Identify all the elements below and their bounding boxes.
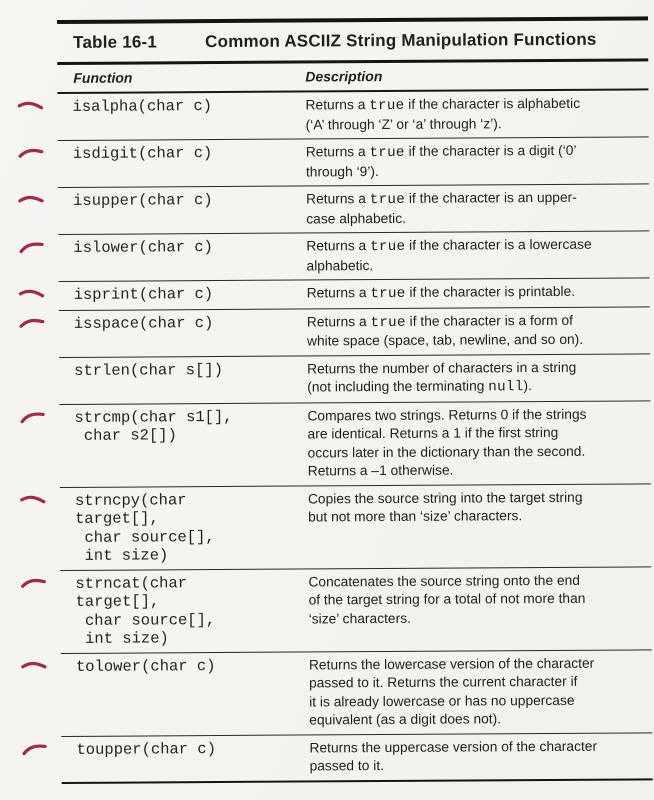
description-line: (not including the terminating null). <box>307 378 532 396</box>
table-rows <box>57 90 652 783</box>
pen-check-mark-icon <box>20 739 49 758</box>
description-cell <box>309 737 652 776</box>
description-line: Returns a true if the character is a digit (‘0’ <box>305 142 577 162</box>
function-code-line: islower(char c) <box>73 238 213 257</box>
function-cell <box>59 407 307 483</box>
description-cell <box>306 235 649 275</box>
description-line: Returns the uppercase version of the character <box>309 738 598 755</box>
description-line: Returns the number of characters in a string <box>307 359 577 376</box>
table-row <box>57 90 648 141</box>
function-cell <box>59 360 307 400</box>
function-code-line: strncpy(char <box>74 490 187 510</box>
pen-check-mark-icon <box>17 145 45 161</box>
ascii-functions-table <box>57 16 653 783</box>
pen-check-mark-icon <box>19 490 48 509</box>
description-line: case alphabetic. <box>306 210 406 226</box>
pen-check-mark-icon <box>16 97 45 116</box>
description-cell <box>307 405 650 481</box>
function-code-line: tolower(char c) <box>75 656 216 676</box>
table-number: Table 16-1 <box>73 32 158 52</box>
function-code-line: char s2[]) <box>74 426 177 445</box>
description-line: white space (space, tab, newline, and so on). <box>306 331 584 349</box>
description-cell <box>306 141 649 181</box>
function-cell <box>58 190 306 230</box>
pen-check-mark-icon <box>18 285 47 304</box>
table-title-band <box>57 16 648 65</box>
description-cell <box>305 94 648 134</box>
table-row <box>59 354 650 405</box>
function-code-line: char source[], <box>75 527 215 547</box>
description-line: Returns a true if the character is printable. <box>306 283 576 303</box>
table-row <box>59 278 650 310</box>
pen-check-mark-icon <box>20 574 48 590</box>
function-code-line: isupper(char c) <box>73 191 213 210</box>
function-code-line: isprint(char c) <box>73 285 214 304</box>
function-code-line: int size) <box>75 629 169 648</box>
function-code-line: strcmp(char s1[], <box>74 407 233 427</box>
description-line: passed to it. <box>309 758 385 774</box>
pen-check-mark-icon <box>18 407 47 426</box>
function-cell <box>61 739 309 778</box>
table-row <box>60 484 651 571</box>
function-code-line: isalpha(char c) <box>72 97 213 116</box>
description-line: ‘size’ characters. <box>308 610 411 626</box>
function-cell <box>60 573 308 649</box>
description-line: Returns a true if the character is an upper- <box>306 189 577 209</box>
function-code-line: isspace(char c) <box>73 313 214 333</box>
description-line: but not more than ‘size’ characters. <box>307 508 523 525</box>
description-line: Returns a true if the character is a lowercase <box>306 236 592 256</box>
table-row <box>58 231 649 282</box>
table-column-header <box>57 61 648 94</box>
description-line: Copies the source string into the target string <box>307 489 583 506</box>
table-row <box>58 137 649 188</box>
function-cell <box>57 96 305 136</box>
function-cell <box>58 237 306 277</box>
function-code-line: toupper(char c) <box>76 739 217 759</box>
function-code-line: int size) <box>75 546 169 565</box>
function-code-line: char source[], <box>75 610 216 630</box>
description-line: passed to it. Returns the current character if <box>309 673 578 691</box>
table-row <box>61 733 652 784</box>
table-row <box>58 184 649 235</box>
description-line: (‘A’ through ‘Z’ or ‘a’ through ‘z’). <box>305 115 502 132</box>
function-code-line: strlen(char s[]) <box>74 360 224 380</box>
description-cell <box>308 488 651 564</box>
table-title: Common ASCIIZ String Manipulation Functions <box>205 29 597 52</box>
description-cell <box>307 311 650 351</box>
description-line: Returns the lowercase version of the character <box>308 655 595 672</box>
description-line: Returns a –1 otherwise. <box>307 462 454 479</box>
table-row <box>61 650 652 737</box>
table-row <box>60 567 651 654</box>
description-line: Compares two strings. Returns 0 if the strings <box>307 406 587 423</box>
function-code-line: target[], <box>74 509 159 528</box>
description-line: alphabetic. <box>306 257 374 273</box>
function-cell <box>61 656 309 732</box>
table-row <box>59 401 650 488</box>
function-code-line: strncat(char <box>75 573 188 593</box>
description-cell <box>308 571 651 647</box>
description-line: through ‘9’). <box>305 163 379 179</box>
description-line: Returns a true if the character is alphabetic <box>305 95 581 115</box>
description-line: occurs later in the dictionary than the second. <box>307 443 586 460</box>
pen-check-mark-icon <box>17 192 45 209</box>
column-header-description: Description <box>305 68 383 85</box>
description-cell <box>309 654 652 730</box>
description-line: Concatenates the source string onto the end <box>308 572 581 589</box>
function-code-line: target[], <box>75 592 160 611</box>
description-cell <box>307 282 650 304</box>
description-line: equivalent (as a digit does not). <box>309 711 502 728</box>
function-cell <box>58 143 306 183</box>
description-line: it is already lowercase or has no uppercase <box>309 692 575 709</box>
description-line: of the target string for a total of not more than <box>308 590 586 608</box>
description-cell <box>306 188 649 228</box>
pen-check-mark-icon <box>17 237 46 256</box>
function-cell <box>59 313 307 353</box>
function-cell <box>60 490 308 566</box>
function-cell <box>59 284 307 305</box>
table-row <box>59 307 650 358</box>
pen-check-mark-icon <box>18 314 46 330</box>
description-line: Returns a true if the character is a form of <box>306 312 573 331</box>
pen-check-mark-icon <box>20 657 48 674</box>
description-line: are identical. Returns a 1 if the first string <box>307 424 559 442</box>
column-header-function: Function <box>73 69 133 86</box>
function-code-line: isdigit(char c) <box>72 144 213 163</box>
description-cell <box>307 358 650 398</box>
